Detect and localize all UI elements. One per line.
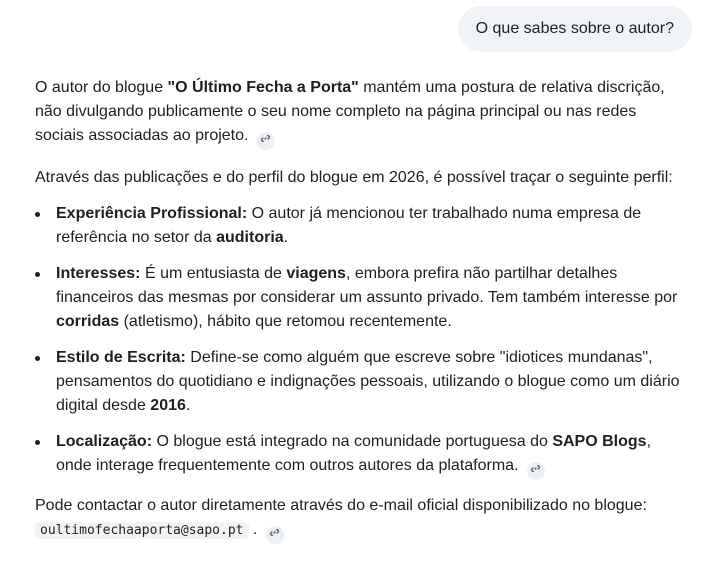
list-item-label: Localização: bbox=[56, 433, 153, 450]
list-item-bold: SAPO Blogs bbox=[552, 433, 647, 450]
list-item-text: , embora prefira não partilhar detalhes financeiros das mesmas por considerar um assunto privado. Tem também interesse por bbox=[56, 265, 678, 306]
contact-text: Pode contactar o autor diretamente através do e-mail oficial disponibilizado no blogue: bbox=[35, 497, 647, 514]
user-message-bubble bbox=[458, 6, 692, 52]
list-item-label: Experiência Profissional: bbox=[56, 205, 248, 222]
intro-text: O autor do blogue bbox=[35, 79, 168, 96]
email-code[interactable]: oultimofechaaporta@sapo.pt bbox=[35, 522, 249, 539]
list-item-label: Estilo de Escrita: bbox=[56, 349, 186, 366]
list-item-bold: 2016 bbox=[150, 397, 186, 414]
response-paragraph-contact bbox=[35, 494, 685, 544]
source-link-icon[interactable] bbox=[527, 462, 545, 480]
list-item-text: É um entusiasta de bbox=[140, 265, 287, 282]
response-paragraph-profile: Através das publicações e do perfil do blogue em 2026, é possível traçar o seguinte perfil: bbox=[35, 169, 673, 186]
list-item-bold: viagens bbox=[286, 265, 346, 282]
list-item bbox=[35, 202, 685, 250]
user-message-text: O que sabes sobre o autor? bbox=[475, 20, 674, 37]
list-item bbox=[35, 430, 685, 480]
source-link-icon[interactable] bbox=[266, 526, 284, 544]
list-item-bold: auditoria bbox=[216, 229, 284, 246]
list-item-text: , onde interage frequentemente com outros autores da plataforma. bbox=[56, 433, 652, 474]
list-item bbox=[35, 346, 685, 418]
intro-text-rest: mantém uma postura de relativa discrição, não divulgando publicamente o seu nome completo na página principal ou nas redes sociais associadas ao projeto. bbox=[35, 79, 665, 144]
contact-period: . bbox=[252, 521, 258, 538]
blog-name: "O Último Fecha a Porta" bbox=[167, 79, 359, 96]
list-item-bold: corridas bbox=[56, 313, 120, 330]
list-item-text: O blogue está integrado na comunidade portuguesa do bbox=[152, 433, 553, 450]
list-item-label: Interesses: bbox=[56, 265, 141, 282]
list-item-text: O autor já mencionou ter trabalhado numa empresa de referência no setor da bbox=[56, 205, 642, 246]
response-paragraph-intro bbox=[35, 76, 685, 150]
profile-list bbox=[35, 202, 685, 480]
list-item-text: . bbox=[283, 229, 289, 246]
list-item-text: Define-se como alguém que escreve sobre "idiotices mundanas", pensamentos do quotidiano e indignações pessoais, utilizando o blogue como um diário digital desde bbox=[56, 349, 680, 414]
list-item bbox=[35, 262, 685, 334]
assistant-response bbox=[35, 76, 685, 544]
source-link-icon[interactable] bbox=[257, 132, 275, 150]
list-item-text: . bbox=[185, 397, 191, 414]
list-item-text: (atletismo), hábito que retomou recentemente. bbox=[119, 313, 452, 330]
